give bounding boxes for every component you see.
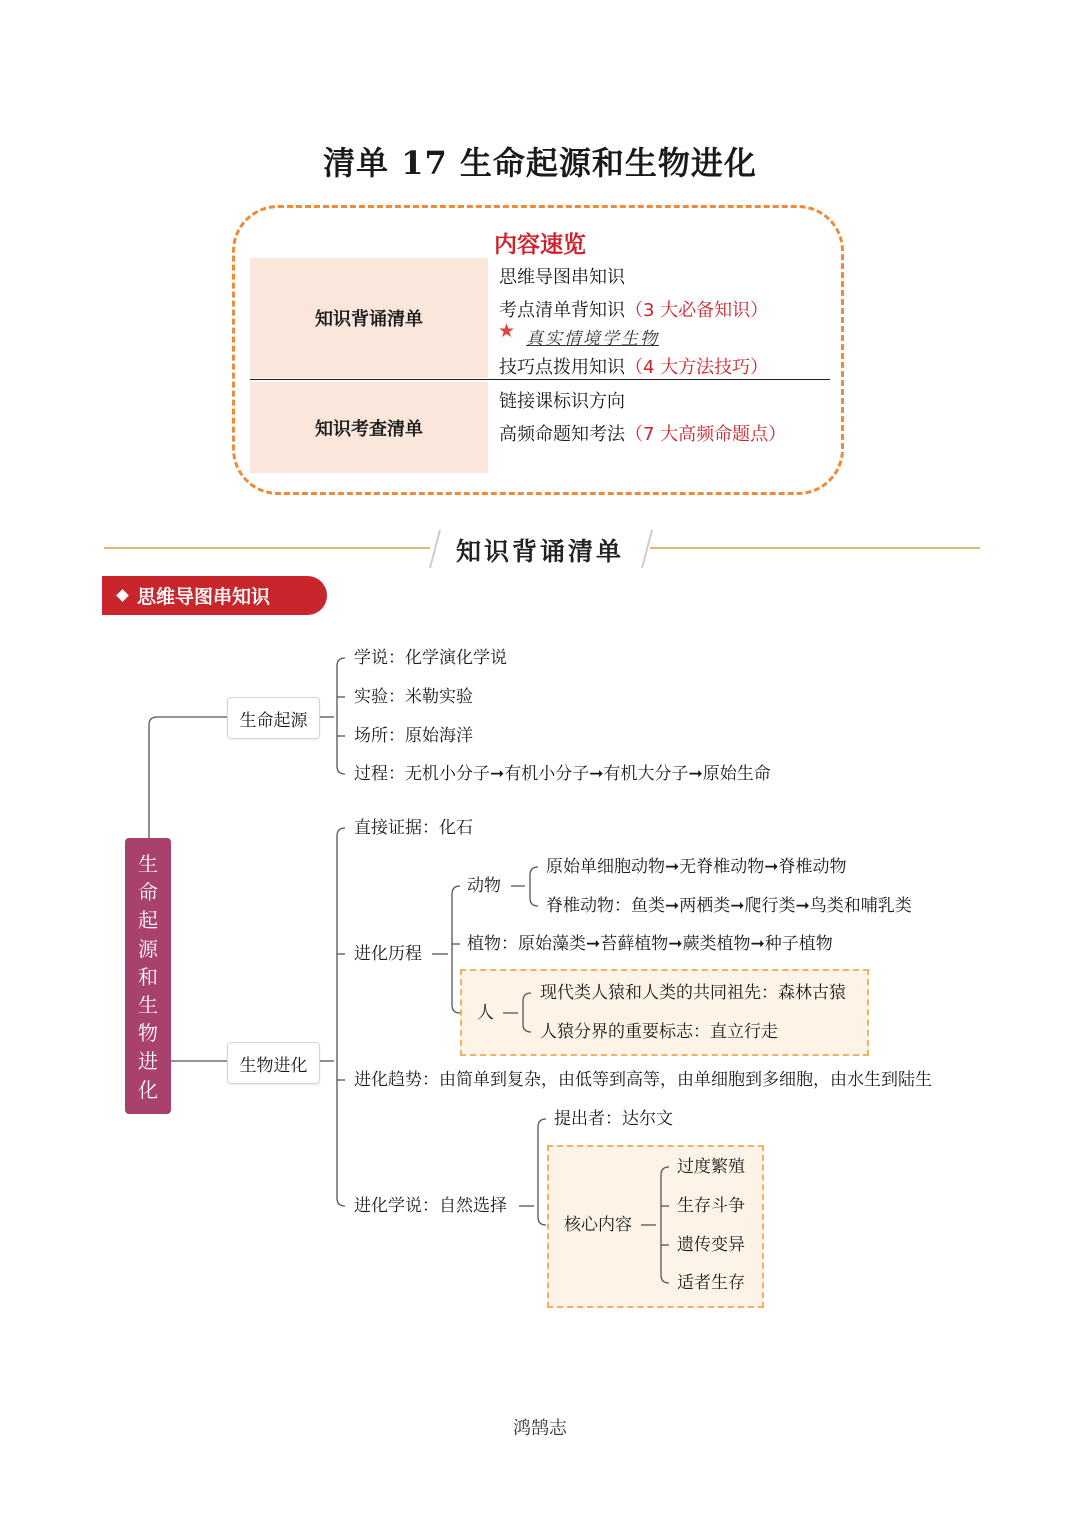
- root-char: 起: [138, 908, 158, 933]
- overview-item-text: 技巧点拨用知识: [499, 357, 625, 378]
- overview-title: 内容速览: [494, 232, 586, 258]
- category-exam: 知识考查清单: [250, 382, 488, 473]
- origin-place: 场所：原始海洋: [354, 726, 473, 746]
- root-char: 化: [138, 1077, 158, 1102]
- core-item-overproduction: 过度繁殖: [677, 1157, 745, 1177]
- overview-item-note: （7 大高频命题点）: [625, 424, 787, 445]
- overview-item-note: （3 大必备知识）: [625, 300, 769, 321]
- human-item-1: 现代类人猿和人类的共同祖先：森林古猿: [540, 983, 846, 1003]
- animals-item-2: 脊椎动物：鱼类➞两栖类➞爬行类➞鸟类和哺乳类: [546, 896, 912, 916]
- overview-item-text: 思维导图串知识: [499, 267, 625, 288]
- section-title: 知识背诵清单: [455, 537, 624, 566]
- root-char: 生: [138, 852, 158, 876]
- evolution-trend: 进化趋势：由简单到复杂，由低等到高等，由单细胞到多细胞，由水生到陆生: [354, 1070, 932, 1090]
- core-item-variation: 遗传变异: [677, 1235, 745, 1255]
- overview-item-text: 链接课标识方向: [499, 391, 625, 412]
- root-char: 进: [138, 1049, 158, 1074]
- origin-process: 过程：无机小分子➞有机小分子➞有机大分子➞原始生命: [354, 764, 771, 784]
- core-item-struggle: 生存斗争: [677, 1196, 745, 1216]
- mindmap-root: [125, 838, 171, 1114]
- evolution-history: 进化历程: [354, 944, 422, 964]
- root-char: 生: [138, 993, 158, 1018]
- root-char: 和: [138, 964, 158, 989]
- node-origin-of-life: 生命起源: [227, 697, 320, 739]
- history-plants: 植物：原始藻类➞苔藓植物➞蕨类植物➞种子植物: [467, 934, 833, 954]
- title-subject: 生命起源和生物进化: [459, 144, 757, 182]
- title-prefix: 清单: [323, 144, 390, 182]
- star-icon: ★: [498, 320, 516, 342]
- root-char: 物: [138, 1021, 158, 1046]
- theory-proposer: 提出者：达尔文: [554, 1109, 673, 1129]
- title-number: 17: [401, 144, 448, 182]
- overview-item-note: （4 大方法技巧）: [625, 357, 769, 378]
- mindmap-tag-label: 思维导图串知识: [137, 586, 271, 608]
- root-char: 源: [138, 936, 158, 961]
- evolution-theory: 进化学说：自然选择: [354, 1196, 507, 1216]
- human-item-2: 人猿分界的重要标志：直立行走: [540, 1022, 778, 1042]
- history-human: 人: [477, 1003, 494, 1023]
- footer-text: 鸿鹄志: [513, 1418, 567, 1439]
- evolution-direct-evidence: 直接证据：化石: [354, 818, 473, 838]
- root-char: 命: [138, 880, 158, 905]
- history-animals: 动物: [467, 876, 501, 896]
- animals-item-1: 原始单细胞动物➞无脊椎动物➞脊椎动物: [546, 857, 847, 877]
- core-item-survival: 适者生存: [677, 1273, 745, 1293]
- category-memorize: 知识背诵清单: [250, 258, 488, 378]
- overview-item-text: 高频命题知考法: [499, 424, 625, 445]
- overview-item-text: 考点清单背知识: [499, 300, 625, 321]
- overview-item-real-context[interactable]: 真实情境学生物: [526, 329, 659, 349]
- theory-core: 核心内容: [564, 1215, 632, 1235]
- origin-theory: 学说：化学演化学说: [354, 648, 507, 668]
- origin-experiment: 实验：米勒实验: [354, 687, 473, 707]
- node-biological-evolution: 生物进化: [227, 1042, 320, 1084]
